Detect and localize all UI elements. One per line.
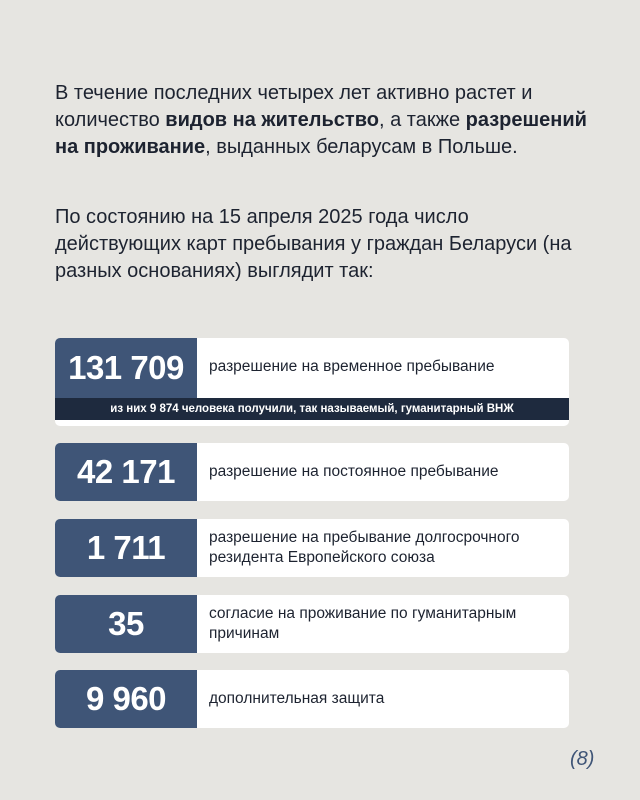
stat-value: 1 711 [55, 519, 197, 577]
stat-value: 42 171 [55, 443, 197, 501]
stat-subsidiary-protection [55, 670, 569, 728]
stat-label: разрешение на пребывание долгосрочного резидента Европейского союза [209, 529, 520, 566]
stat-label: дополнительная защита [209, 690, 385, 707]
stat-note: из них 9 874 человека получили, так называемый, гуманитарный ВНЖ [55, 398, 569, 420]
stat-label: разрешение на постоянное пребывание [209, 463, 499, 480]
stat-value: 9 960 [55, 670, 197, 728]
stat-label: разрешение на временное пребывание [209, 358, 495, 375]
stat-permanent-residence [55, 443, 569, 501]
stat-eu-long-term-resident [55, 519, 569, 577]
stat-label: согласие на проживание по гуманитарным причинам [209, 605, 517, 642]
stat-temporary-residence [55, 338, 569, 426]
intro-paragraph: В течение последних четырех лет активно растет и количество видов на жительство, а также разрешений на проживание, выданных беларусам в Польше. [55, 82, 587, 158]
page-number: (8) [570, 748, 595, 770]
stat-value: 35 [55, 595, 197, 653]
stat-humanitarian-stay [55, 595, 569, 653]
context-paragraph: По состоянию на 15 апреля 2025 года число действующих карт пребывания у граждан Беларуси (на разных основаниях) выглядит так: [55, 206, 572, 282]
stat-value: 131 709 [55, 338, 197, 398]
